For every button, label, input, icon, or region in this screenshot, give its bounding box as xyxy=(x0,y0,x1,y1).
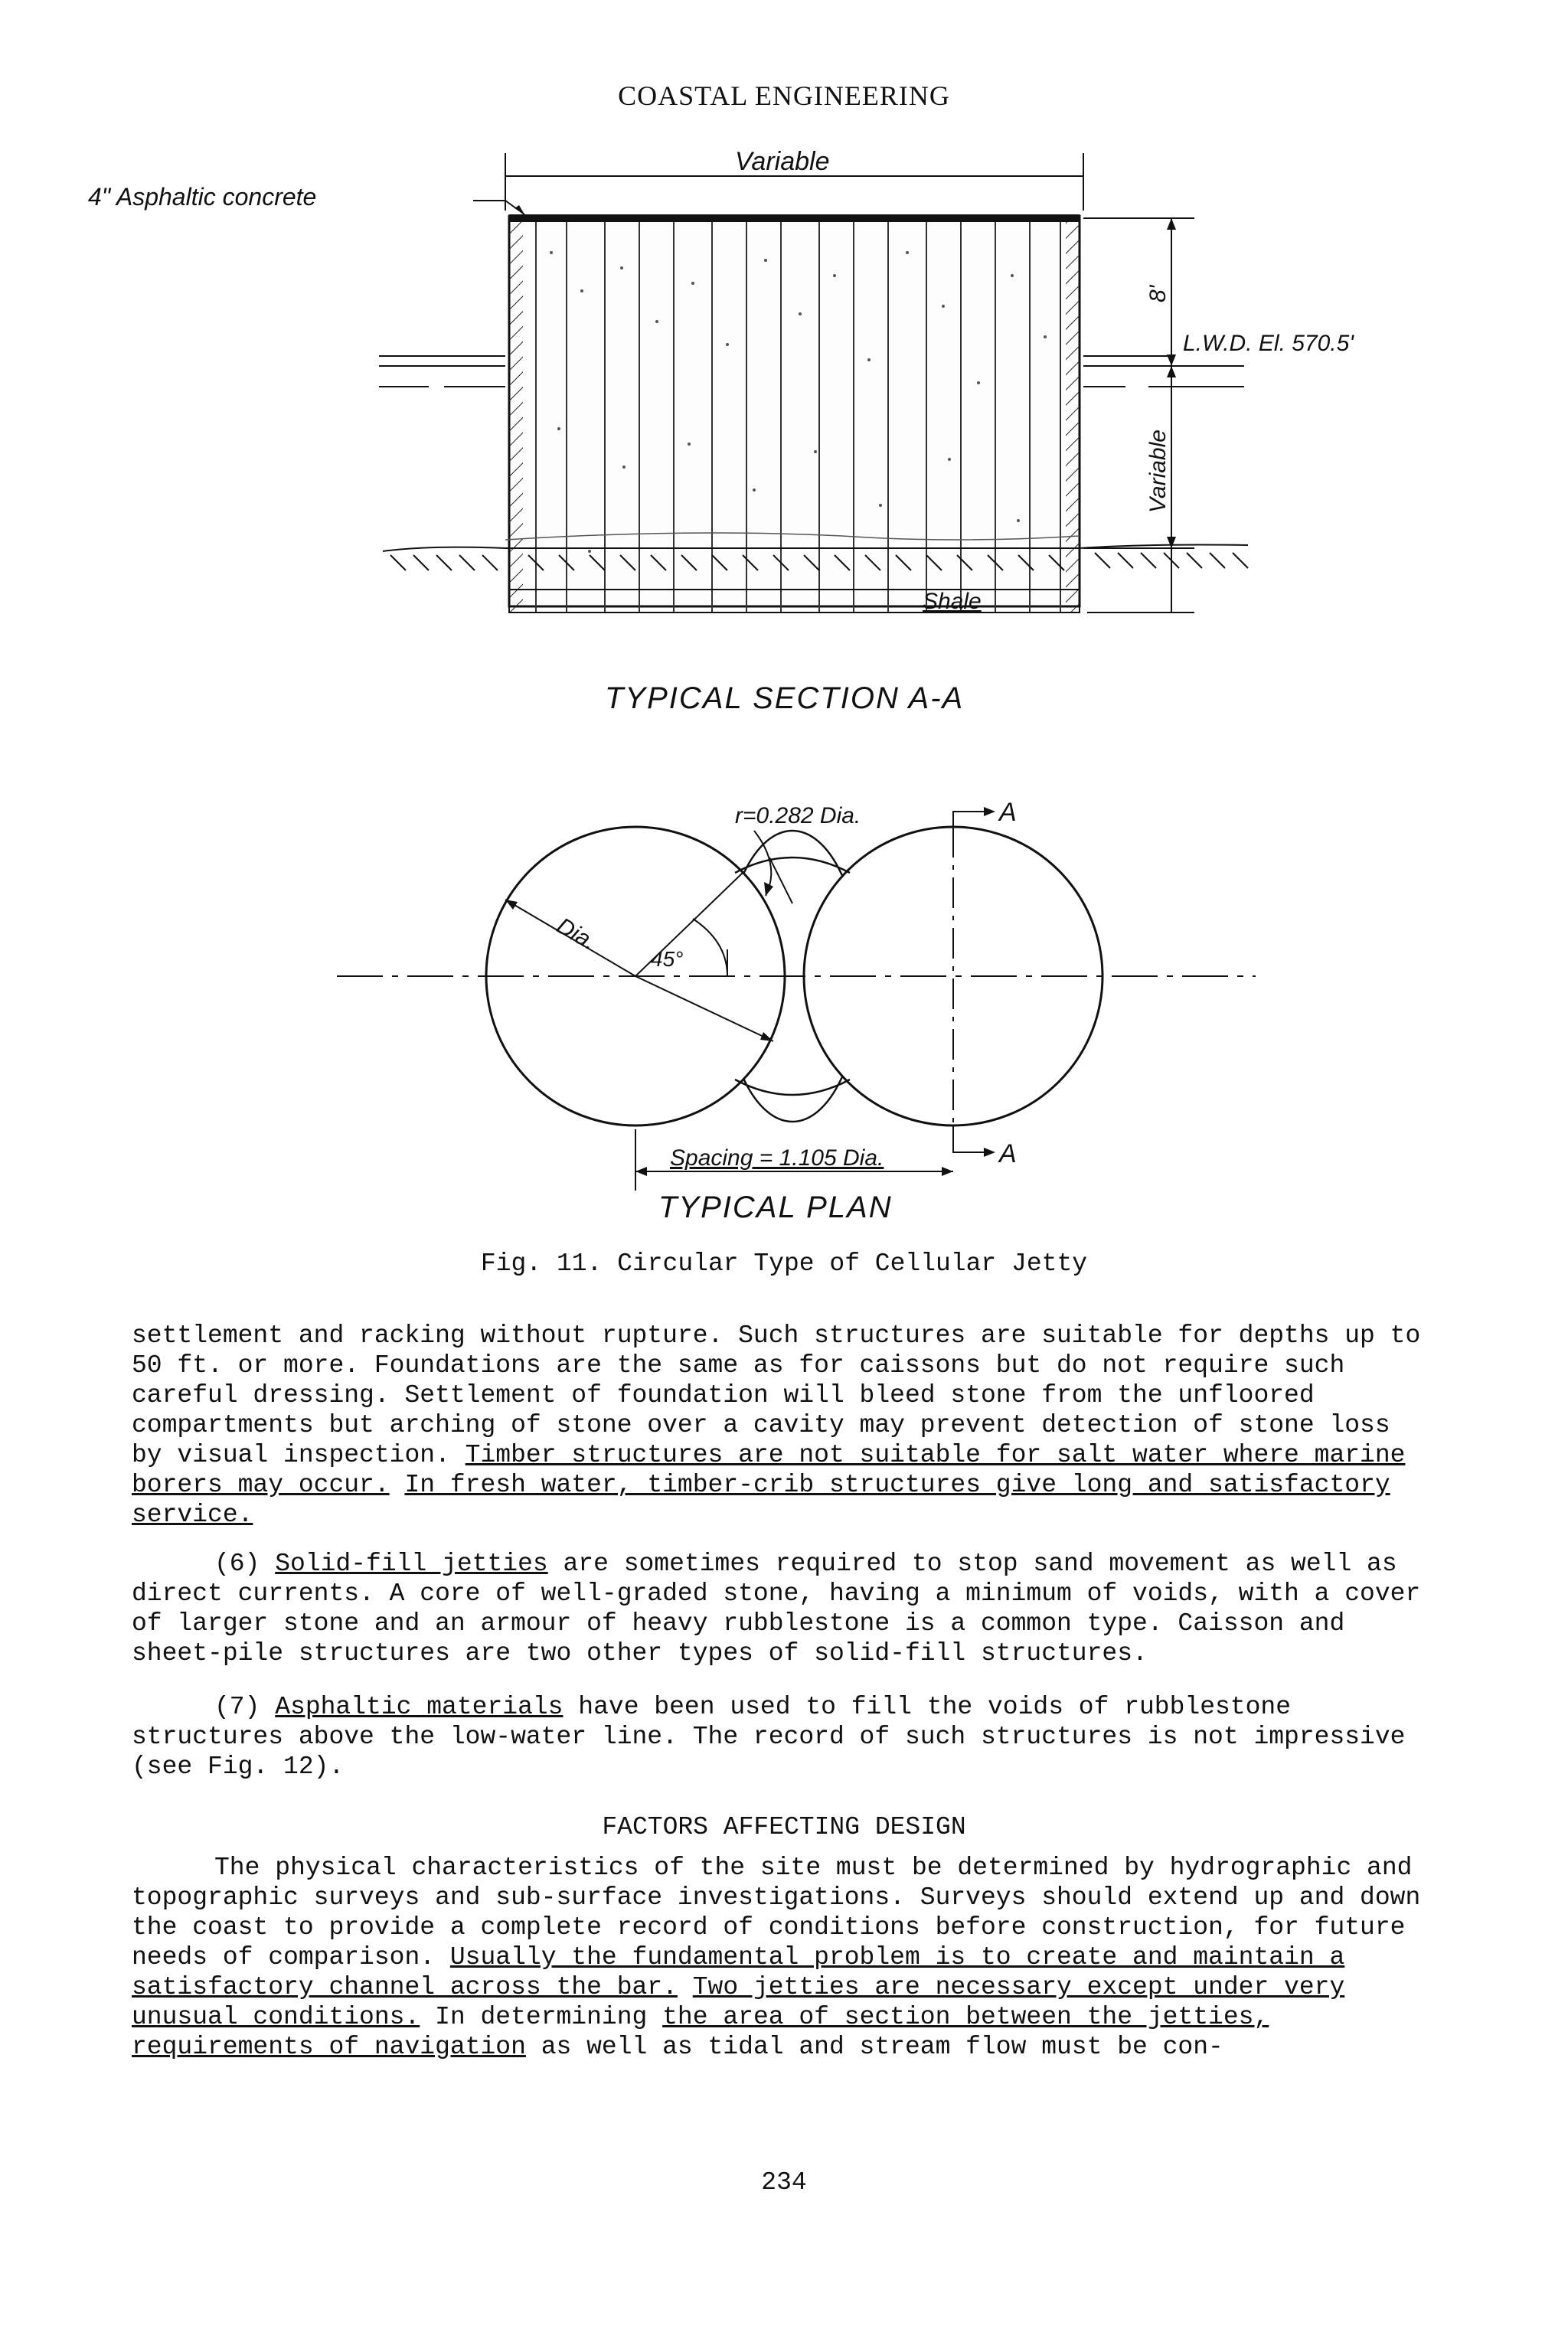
para3-underlined-term: Asphaltic materials xyxy=(275,1693,564,1721)
para4-underlined-area: the area of section between the jetties, requirements of navigation xyxy=(132,2003,1269,2061)
variable-side-label: Variable xyxy=(1145,430,1171,513)
para3-text: have been used to fill the voids of rubblestone structures above the low-water line. The record of such structures is not impressive (see Fig. 12). xyxy=(132,1693,1406,1781)
figure-caption: Fig. 11. Circular Type of Cellular Jetty xyxy=(480,1250,1088,1278)
lwd-label: L.W.D. El. 570.5' xyxy=(1183,331,1354,356)
para4-text-g: as well as tidal and stream flow must be con- xyxy=(525,2033,1223,2061)
paragraph-asphaltic xyxy=(132,1692,1433,1782)
para1-underlined-salt-water: Timber structures are not suitable for salt water where marine borers may occur. xyxy=(132,1441,1406,1499)
para4-underlined-two-jetties: Two jetties are necessary except under very unusual conditions. xyxy=(132,1973,1345,2031)
para4-text-c xyxy=(678,1973,693,2001)
depth-label: 8' xyxy=(1145,285,1171,302)
shale-label: Shale xyxy=(923,589,982,614)
angle-label: 45° xyxy=(651,947,684,971)
variable-top-label: Variable xyxy=(735,147,830,176)
section-heading: FACTORS AFFECTING DESIGN xyxy=(602,1813,966,1841)
paragraph-design-factors xyxy=(132,1853,1433,2062)
radius-label: r=0.282 Dia. xyxy=(735,803,861,828)
paragraph-solid-fill xyxy=(132,1549,1433,1668)
page-header: COASTAL ENGINEERING xyxy=(618,80,950,111)
para2-text: are sometimes required to stop sand movement as well as direct currents. A core of well-graded stone, having a minimum of voids, with a cover of larger stone and an armour of heavy rubblestone is a common type. Caisson and sheet-pile structures are two other types of solid-fill structures. xyxy=(132,1550,1421,1668)
dia-label: Dia. xyxy=(552,913,601,956)
para1-text-c xyxy=(390,1471,405,1499)
para1-text-a: settlement and racking without rupture. Such structures are suitable for depths up to 50 ft. or more. Foundations are the same as for caissons but do not require such careful dressing. Settlement of foundation will bleed stone from the unfloored compartments but arching of stone over a cavity may prevent detection of stone loss by visual inspection. xyxy=(132,1321,1421,1469)
section-title: TYPICAL SECTION A-A xyxy=(605,681,965,715)
para1-underlined-fresh-water: In fresh water, timber-crib structures give long and satisfactory service. xyxy=(132,1471,1390,1529)
para2-underlined-term: Solid-fill jetties xyxy=(275,1550,548,1578)
typical-plan-drawing xyxy=(337,798,1256,1224)
typical-section-drawing xyxy=(88,147,1354,715)
asphalt-cap xyxy=(509,214,1080,222)
paragraph-settlement xyxy=(132,1321,1433,1530)
page-number: 234 xyxy=(761,2168,807,2197)
section-marker-top: A xyxy=(999,798,1017,827)
spacing-label: Spacing = 1.105 Dia. xyxy=(670,1145,884,1171)
section-marker-bottom: A xyxy=(999,1139,1017,1168)
para4-underlined-channel: Usually the fundamental problem is to create and maintain a satisfactory channel across the bar. xyxy=(132,1943,1345,2001)
plan-title: TYPICAL PLAN xyxy=(658,1191,893,1224)
para3-number: (7) xyxy=(214,1693,276,1721)
para4-text-a: The physical characteristics of the site must be determined by hydrographic and topographic surveys and sub-surface investigations. Surveys should extend up and down the coast to provide a complete record of conditions before construction, for future needs of comparison. xyxy=(132,1854,1421,1971)
asphalt-label: 4" Asphaltic concrete xyxy=(88,183,317,211)
para2-number: (6) xyxy=(214,1550,276,1578)
para4-text-e: In determining xyxy=(420,2003,663,2031)
